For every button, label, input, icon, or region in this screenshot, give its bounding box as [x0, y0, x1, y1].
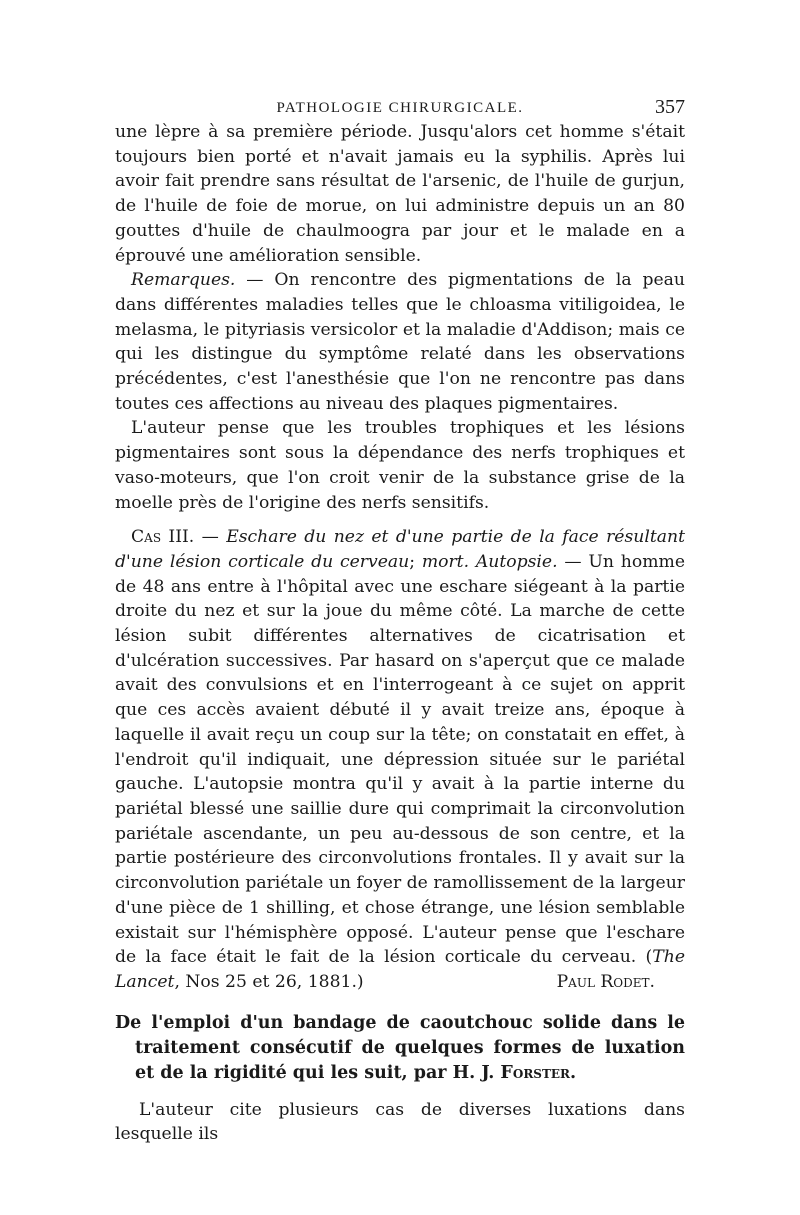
paragraph-remarques: [115, 268, 685, 416]
case-title: Eschare du nez et d'une partie de la face résultant d'une lésion corticale du cerveau: [115, 527, 685, 572]
case-source: The Lancet: [115, 947, 685, 992]
case-reference: , Nos 25 et 26, 1881.): [174, 971, 364, 992]
author-signature: Paul Rodet.: [556, 971, 655, 992]
page-number: 357: [655, 96, 685, 118]
case-outcome: mort. Autopsie.: [421, 551, 558, 572]
running-header: [115, 96, 685, 120]
page-body: [115, 120, 685, 1147]
remarques-text: — On rencontre des pigmentations de la peau dans différentes maladies telles que le chloasma vitiligoidea, le melasma, le pityriasis versicolor et la maladie d'Addison; mais ce qui les distingue du symptôme relaté dans les observations précédentes, c'est l'anesthésie que l'on ne rencontre pas dans toutes ces affections au niveau des plaques pigmentaires.: [115, 270, 685, 414]
article-title-lead: De l'emploi d'un bandage de caoutchouc solide dans le traitement consécutif de quelques formes de luxation et de la rigidité qui les suit, par: [115, 1012, 685, 1083]
case-label: Cas III.: [131, 527, 195, 548]
article-author: H. J. Forster.: [452, 1062, 577, 1083]
case-dash: —: [194, 527, 227, 548]
paragraph-case-3: [115, 525, 685, 994]
article-title: [115, 1011, 685, 1086]
paragraph-leper-case-end: une lèpre à sa première période. Jusqu'alors cet homme s'était toujours bien porté et n'avait jamais eu la syphilis. Après lui avoir fait prendre sans résultat de l'arsenic, de l'huile de gurjun, de l'huile de foie de morue, on lui administre depuis un an 80 gouttes d'huile de chaulmoogra par jour et le malade en a éprouvé une amélioration sensible.: [115, 122, 685, 266]
running-title: PATHOLOGIE CHIRURGICALE.: [276, 100, 524, 116]
remarques-label: Remarques.: [131, 270, 236, 291]
paragraph-author-opinion: L'auteur pense que les troubles trophiques et les lésions pigmentaires sont sous la dépendance des nerfs trophiques et vaso-moteurs, que l'on croit venir de la substance grise de la moelle près de l'origine des nerfs sensitifs.: [115, 418, 685, 513]
article-intro: L'auteur cite plusieurs cas de diverses luxations dans lesquelle ils: [115, 1099, 685, 1145]
case-text: — Un homme de 48 ans entre à l'hôpital avec une eschare siégeant à la partie droite du nez et sur la joue du même côté. La marche de cette lésion subit différentes alternatives de cicatrisation et d'ulcération successives. Par hasard on s'aperçut que ce malade avait des convulsions et en l'interrogeant à ce sujet on apprit que ces accès avaient débuté il y avait treize ans, époque à laquelle il avait reçu un coup sur la tête; on constatait en effet, à l'endroit qu'il indiquait, une dépression située sur le pariétal gauche. L'autopsie montra qu'il y avait à la partie interne du pariétal blessé une saillie dure qui comprimait la circonvolution pariétale ascendante, un peu au-dessous de son centre, et la partie postérieure des circonvolutions frontales. Il y avait sur la circonvolution pariétale un foyer de ramollissement de la largeur d'une pièce de 1 shilling, et chose étrange, une lésion semblable existait sur l'hémisphère opposé. L'auteur pense que l'eschare de la face était le fait de la lésion corticale du cerveau. (: [115, 551, 685, 968]
case-separator: ;: [409, 551, 422, 572]
